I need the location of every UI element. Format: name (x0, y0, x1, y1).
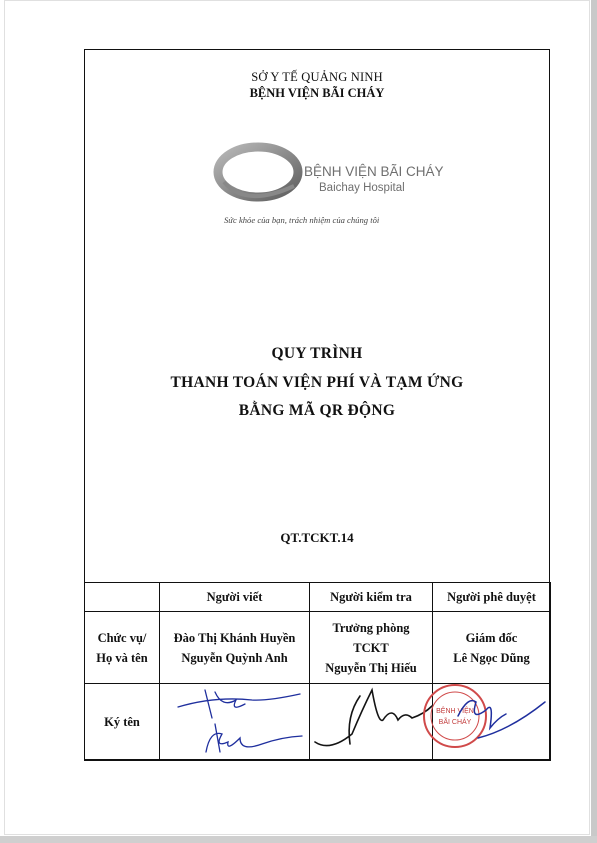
logo-slogan: Sức khỏe của bạn, trách nhiệm của chúng tôi (224, 215, 380, 225)
approver-signature-cell (433, 684, 551, 761)
writer-names-cell (160, 612, 310, 684)
logo-swirl-icon (218, 147, 298, 197)
signature-label: Ký tên (85, 684, 160, 761)
page-shadow-bottom (0, 836, 597, 843)
checker-title-1: Trưởng phòng (332, 620, 410, 635)
writer-name-2: Nguyễn Quỳnh Anh (181, 650, 288, 665)
approver-title: Giám đốc (465, 630, 518, 645)
header-empty-cell (85, 583, 160, 612)
writer-name-1: Đào Thị Khánh Huyền (173, 630, 296, 645)
stamp-text-1: BỆNH VIỆN (436, 708, 474, 715)
checker-name: Nguyễn Thị Hiếu (325, 660, 417, 675)
table-row-position (85, 612, 551, 684)
title-line-1: QUY TRÌNH (271, 345, 363, 362)
approval-table (84, 582, 551, 761)
header-checker: Người kiểm tra (310, 583, 433, 612)
writer-signature-cell (160, 684, 310, 761)
approver-name: Lê Ngọc Dũng (453, 650, 530, 665)
stamp-text-2: BÃI CHÁY (438, 719, 472, 726)
position-label-cell (85, 612, 160, 684)
title-line-2: THANH TOÁN VIỆN PHÍ VÀ TẠM ỨNG (170, 374, 464, 391)
header-approver: Người phê duyệt (433, 583, 551, 612)
page-shadow-right (591, 0, 597, 843)
position-label-2: Họ và tên (96, 650, 148, 665)
checker-signature-cell (310, 684, 433, 761)
header-writer: Người viết (160, 583, 310, 612)
logo-name-en: Baichay Hospital (319, 182, 405, 194)
checker-cell (310, 612, 433, 684)
table-header-row (85, 583, 551, 612)
hospital-logo (216, 138, 444, 230)
title-line-3: BẰNG MÃ QR ĐỘNG (238, 402, 396, 419)
checker-title-2: TCKT (353, 640, 389, 655)
approver-cell (433, 612, 551, 684)
logo-name-vi: BỆNH VIỆN BÃI CHÁY (304, 164, 444, 179)
department-name: SỞ Y TẾ QUẢNG NINH (251, 70, 383, 84)
hospital-name: BỆNH VIỆN BÃI CHÁY (249, 86, 385, 100)
table-row-signature (85, 684, 551, 761)
document-code: QT.TCKT.14 (280, 530, 354, 545)
position-label-1: Chức vụ/ (97, 630, 147, 645)
